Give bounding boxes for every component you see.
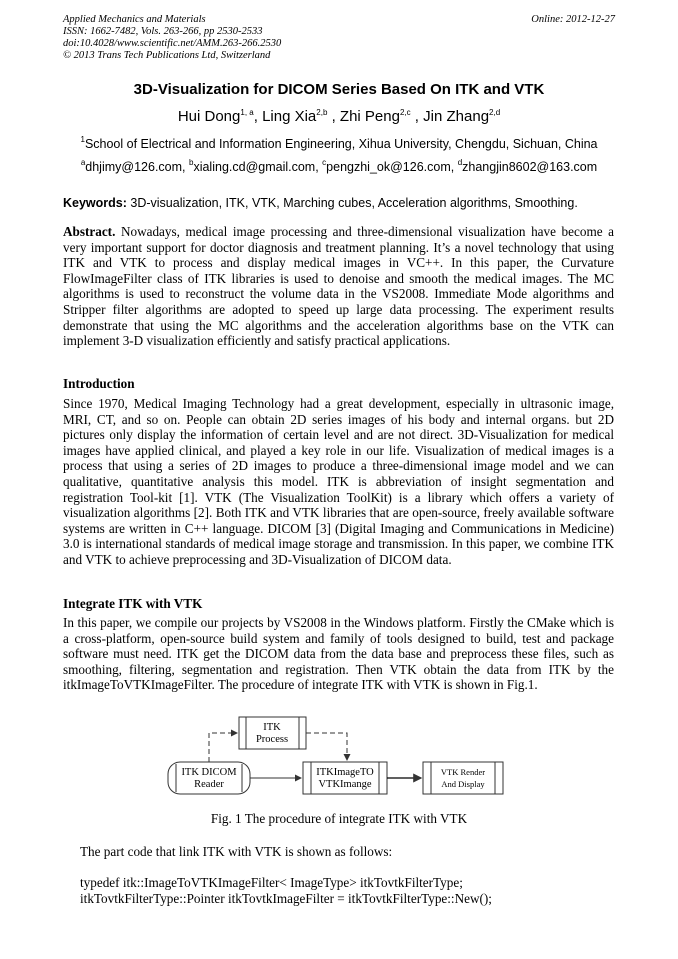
author-sup: 1, a	[240, 108, 254, 117]
code-intro: The part code that link ITK with VTK is shown as follows:	[80, 844, 393, 859]
affiliation	[0, 137, 678, 151]
keywords-text: 3D-visualization, ITK, VTK, Marching cubes, Acceleration algorithms, Smoothing.	[126, 196, 578, 210]
keywords-label: Keywords:	[63, 196, 127, 210]
code-line: itkTovtkFilterType::Pointer itkTovtkImageFilter = itkTovtkFilterType::New();	[80, 891, 492, 906]
integrate-text: In this paper, we compile our projects by VS2008 in the Windows platform. Firstly the CMake which is a cross-platform, open-source build system and family of tools designed to build, test and package software must need. ITK get the DICOM data from the data base and preprocess these files, such as smoothing, filtering, segmentation and registration. Then VTK obtain the data from ITK by the itkImageToVTKImageFilter. The procedure of integrate ITK with VTK is shown in Fig.1.	[63, 615, 614, 693]
email[interactable]: xialing.cd@gmail.com,	[193, 160, 319, 174]
author: Hui Dong	[177, 108, 241, 125]
svg-text:ITK: ITK	[263, 722, 281, 733]
svg-text:ITK DICOM: ITK DICOM	[181, 767, 237, 778]
code-line: typedef itk::ImageToVTKImageFilter< ImageType> itkTovtkFilterType;	[80, 875, 463, 890]
box-vtk-render	[423, 762, 503, 794]
email-sup: b	[189, 158, 194, 167]
box-itk-dicom-reader	[168, 762, 250, 794]
svg-text:ITKImageTO: ITKImageTO	[316, 767, 374, 778]
email-sup: a	[80, 158, 86, 167]
copyright: © 2013 Trans Tech Publications Ltd, Switzerland	[63, 50, 271, 61]
svg-text:VTK Render: VTK Render	[440, 767, 486, 777]
figure-1-diagram	[160, 712, 520, 807]
svg-text:And Display: And Display	[441, 779, 485, 789]
online-date: Online: 2012-12-27	[531, 14, 615, 25]
author-sup: 2,b	[316, 108, 328, 117]
section-heading-integrate: Integrate ITK with VTK	[63, 596, 203, 611]
svg-text:Reader: Reader	[194, 779, 224, 790]
author: Zhi Peng	[339, 108, 400, 125]
email[interactable]: dhjimy@126.com,	[85, 160, 186, 174]
figure-caption: Fig. 1 The procedure of integrate ITK with VTK	[210, 811, 468, 826]
email-sup: d	[457, 158, 463, 167]
authors: Hui Dong$^{1, a}$, Ling Xia$^{2,b}$ , Zhi Peng$^{2,c}$ , Jin Zhang$^{2,d}$	[177, 108, 501, 125]
email-sup: c	[322, 158, 327, 167]
dashed-arrow-process-to-convert	[306, 733, 347, 760]
journal-header	[63, 14, 281, 62]
emails	[0, 160, 678, 174]
doi: doi:10.4028/www.scientific.net/AMM.263-266.2530	[63, 38, 282, 49]
abstract-text: Nowadays, medical image processing and three-dimensional visualization have become a very important support for doctor diagnosis and treatment planning. It’s a novel technology that using ITK and VTK to process and display medical images in VC++. In this paper, the Curvature FlowImageFilter class of ITK libraries is used to denoise and smooth the medical images. The MC algorithms is used to reconstruct the volume data in the VS2008. Immediate Mode algorithms and Stripper filter algorithms are adopted to speed up large data processing. The experiment results demonstrate that using the MC algorithms and the acceleration algorithms base on the VTK can implement 3-D visualization efficiently and satisfy practical applications.	[63, 224, 614, 349]
author-sup: 2,c	[399, 108, 411, 117]
email[interactable]: zhangjin8602@163.com	[462, 160, 598, 174]
affiliation-sup: 1	[80, 135, 85, 144]
box-itk-image-to-vtk	[303, 762, 387, 794]
svg-text:VTKImange: VTKImange	[318, 779, 372, 790]
introduction-text: Since 1970, Medical Imaging Technology had a great development, especially in ultrasonic image, MRI, CT, and so on. People can obtain 2D series images of his body and internal organs. but 2D pictures only display the information of certain level and are not direct. 3D-Visualization for medical images have applied clinical, and played a key role in our life. Visualization of medical images is a process that using a series of 2D images to produce a three-dimensional image model and we can qualitative, quantitative analysis this model. ITK is abbreviation of insight segmentation and registration Tool-kit [1]. VTK (The Visualization ToolKit) is a library which offers a variety of visualization algorithms [2]. Both ITK and VTK libraries that are open-source, freely available software systems are written in C++ language. DICOM [3] (Digital Imaging and Communications in Medicine) 3.0 is international standards of medical image storage and transmission. In this paper, we combine ITK and VTK to achieve preprocessing and 3D-Visualization of DICOM data.	[63, 396, 614, 567]
abstract-label: Abstract.	[63, 224, 116, 239]
dashed-arrow-reader-to-process	[209, 733, 237, 762]
journal-name: Applied Mechanics and Materials	[63, 14, 206, 25]
abstract	[63, 224, 614, 349]
keywords	[63, 196, 578, 210]
affiliation-text: School of Electrical and Information Engineering, Xihua University, Chengdu, Sichuan, China	[84, 137, 598, 151]
email[interactable]: pengzhi_ok@126.com,	[326, 160, 455, 174]
paper-title: 3D-Visualization for DICOM Series Based On ITK and VTK	[133, 81, 545, 98]
author-sup: 2,d	[489, 108, 501, 117]
section-heading-introduction: Introduction	[63, 376, 135, 391]
author: Jin Zhang	[423, 108, 490, 125]
issn: ISSN: 1662-7482, Vols. 263-266, pp 2530-2533	[63, 26, 263, 37]
box-itk-process	[239, 717, 306, 749]
author: Ling Xia	[262, 108, 317, 125]
svg-text:Process: Process	[255, 734, 289, 745]
